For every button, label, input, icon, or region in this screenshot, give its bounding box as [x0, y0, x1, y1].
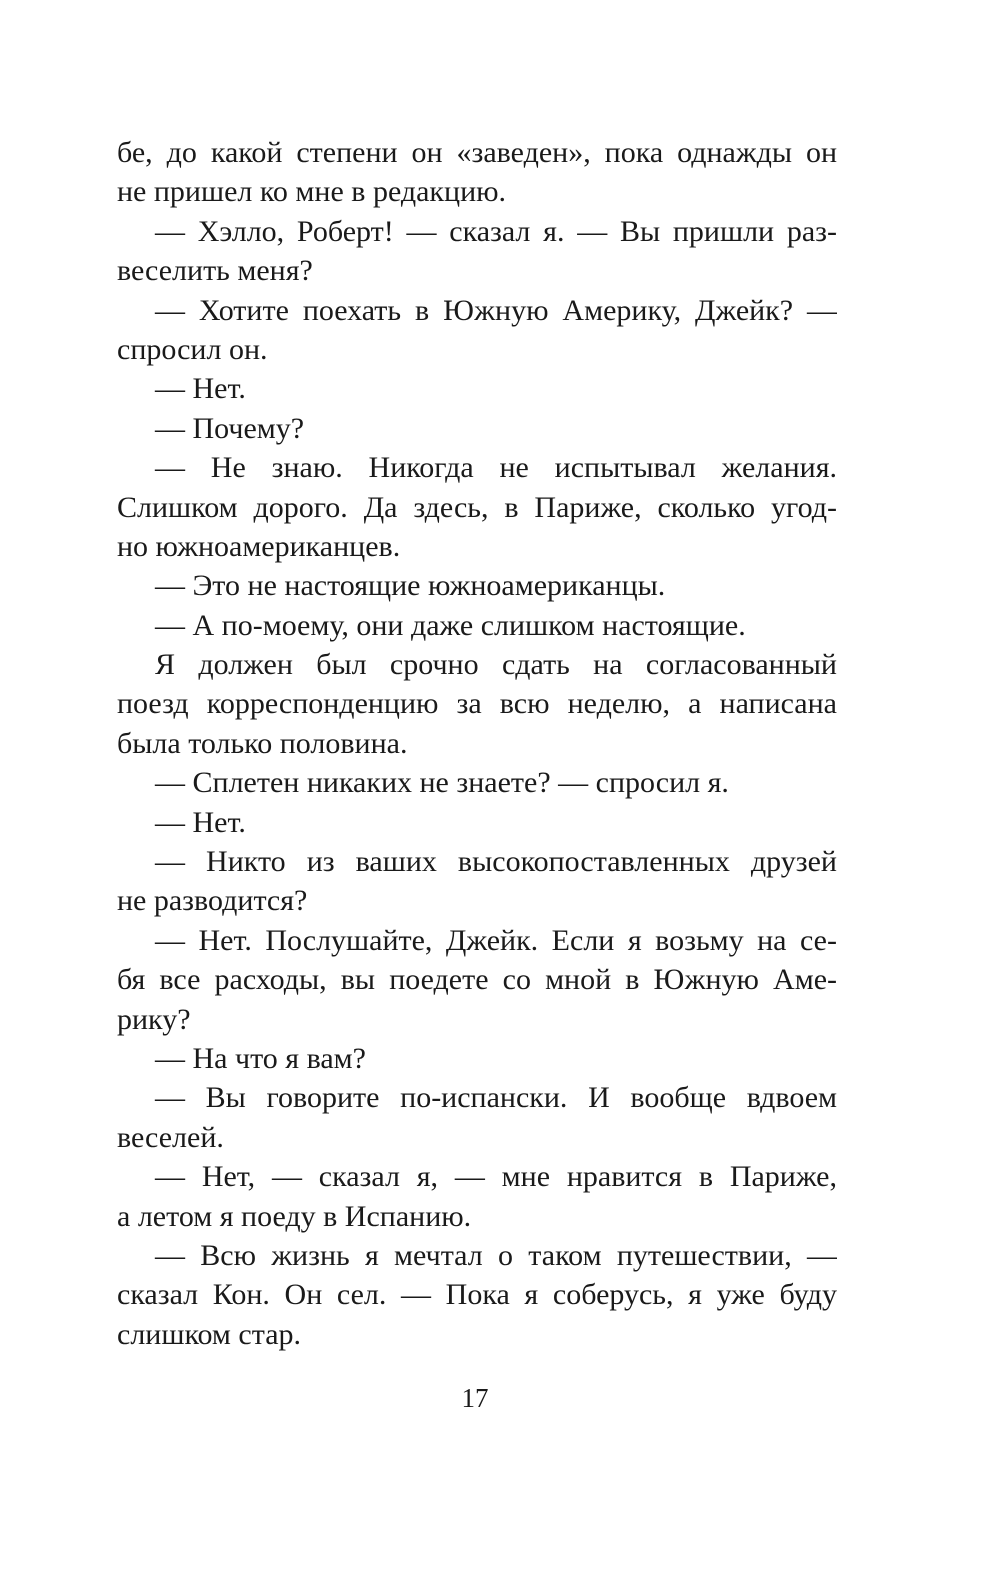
text-line: не разводится? [117, 884, 308, 918]
text-line: была только половина. [117, 726, 408, 760]
text-line: Я должен был срочно сдать на согласованный [155, 648, 837, 682]
text-line: веселей. [117, 1120, 224, 1154]
page-number: 17 [461, 1383, 489, 1413]
text-line: Слишком дорого. Да здесь, в Париже, сколько угод- [117, 490, 837, 524]
text-line: — Не знаю. Никогда не испытывал желания. [155, 451, 837, 485]
text-line: — Хэлло, Роберт! — сказал я. — Вы пришли раз- [155, 214, 837, 248]
text-line: — Это не настоящие южноамериканцы. [155, 569, 666, 603]
text-line: — Нет. [155, 372, 246, 406]
text-line: веселить меня? [117, 254, 313, 288]
body-text [117, 133, 837, 1354]
text-line: — Нет, — сказал я, — мне нравится в Париже, [155, 1160, 837, 1194]
text-line: рику? [117, 1002, 191, 1036]
text-line: — Почему? [155, 411, 305, 445]
text-line: — Никто из ваших высокопоставленных друзей [155, 845, 837, 879]
text-line: поезд корреспонденцию за всю неделю, а написана [117, 687, 837, 721]
text-line: — Сплетен никаких не знаете? — спросил я. [155, 766, 729, 800]
text-line: слишком стар. [117, 1317, 302, 1351]
text-line: — Вы говорите по-испански. И вообще вдвоем [155, 1081, 837, 1115]
text-line: сказал Кон. Он сел. — Пока я соберусь, я уже буду [117, 1278, 837, 1312]
text-line: но южноамериканцев. [117, 529, 401, 563]
text-line: а летом я поеду в Испанию. [117, 1199, 472, 1233]
text-line: — Всю жизнь я мечтал о таком путешествии, — [155, 1238, 837, 1272]
text-line: — Хотите поехать в Южную Америку, Джейк? — [155, 293, 837, 327]
text-line: — На что я вам? [155, 1041, 366, 1075]
text-line: — А по-моему, они даже слишком настоящие. [155, 608, 746, 642]
text-line: бе, до какой степени он «заведен», пока однажды он [117, 136, 837, 169]
text-line: бя все расходы, вы поедете со мной в Южную Аме- [117, 963, 837, 997]
text-line: не пришел ко мне в редакцию. [117, 175, 507, 209]
text-line: — Нет. [155, 805, 246, 839]
text-line: — Нет. Послушайте, Джейк. Если я возьму на се- [155, 923, 837, 957]
text-line: спросил он. [117, 332, 268, 366]
